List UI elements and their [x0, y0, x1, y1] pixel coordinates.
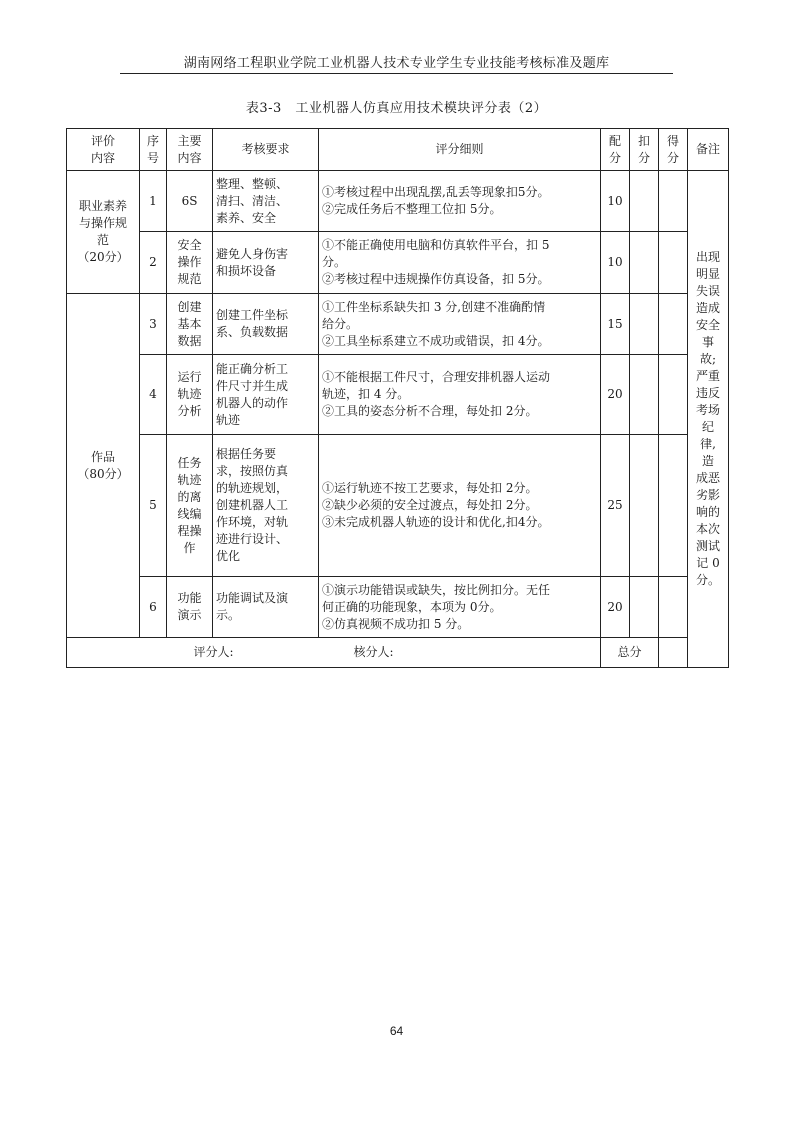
row-deduct	[630, 577, 659, 638]
row-deduct	[630, 171, 659, 232]
col-no-header: 序 号	[140, 129, 167, 171]
row-no: 6	[140, 577, 167, 638]
table-row	[67, 577, 729, 638]
score-table	[66, 128, 729, 668]
row-main: 安全 操作 规范	[167, 232, 213, 294]
row-deduct	[630, 435, 659, 577]
header-row	[67, 129, 729, 171]
group-label-work: 作品 （80分）	[67, 294, 140, 638]
checker-label: 核分人:	[353, 645, 394, 659]
running-header: 湖南网络工程职业学院工业机器人技术专业学生专业技能考核标准及题库	[183, 56, 610, 71]
footer-row	[67, 638, 729, 668]
row-details: ①运行轨迹不按工艺要求，每处扣 2分。 ②缺少必须的安全过渡点，每处扣 2分。 ③未完成机器人轨迹的设计和优化,扣4分。	[319, 435, 601, 577]
total-score-cell	[659, 638, 688, 668]
row-score	[659, 577, 688, 638]
row-requirement: 创建工件坐标 系、负载数据	[213, 294, 319, 355]
header-rule	[120, 73, 673, 74]
row-requirement: 避免人身伤害 和损坏设备	[213, 232, 319, 294]
col-score-header: 得 分	[659, 129, 688, 171]
col-requirement-header: 考核要求	[213, 129, 319, 171]
row-main: 创建 基本 数据	[167, 294, 213, 355]
row-points: 25	[601, 435, 630, 577]
row-points: 10	[601, 232, 630, 294]
row-details: ①工件坐标系缺失扣 3 分,创建不准确酌情 给分。 ②工具坐标系建立不成功或错误，扣 4分。	[319, 294, 601, 355]
col-remark-header: 备注	[688, 129, 729, 171]
col-details-header: 评分细则	[319, 129, 601, 171]
row-no: 4	[140, 355, 167, 435]
row-main: 运行 轨迹 分析	[167, 355, 213, 435]
col-category-header: 评价 内容	[67, 129, 140, 171]
table-row	[67, 171, 729, 232]
row-points: 15	[601, 294, 630, 355]
signature-cell	[67, 638, 601, 668]
row-points: 20	[601, 355, 630, 435]
table-row	[67, 435, 729, 577]
row-requirement: 整理、整顿、 清扫、清洁、 素养、安全	[213, 171, 319, 232]
row-score	[659, 435, 688, 577]
row-requirement: 能正确分析工 件尺寸并生成 机器人的动作 轨迹	[213, 355, 319, 435]
row-details: ①考核过程中出现乱摆,乱丢等现象扣5分。 ②完成任务后不整理工位扣 5分。	[319, 171, 601, 232]
total-label: 总分	[601, 638, 659, 668]
scorer-label: 评分人:	[193, 645, 234, 659]
row-no: 2	[140, 232, 167, 294]
row-deduct	[630, 355, 659, 435]
col-deduct-header: 扣 分	[630, 129, 659, 171]
row-details: ①不能正确使用电脑和仿真软件平台，扣 5 分。 ②考核过程中违规操作仿真设备，扣 5分。	[319, 232, 601, 294]
row-score	[659, 232, 688, 294]
row-points: 10	[601, 171, 630, 232]
row-requirement: 功能调试及演 示。	[213, 577, 319, 638]
row-details: ①不能根据工件尺寸，合理安排机器人运动 轨迹，扣 4 分。 ②工具的姿态分析不合理，每处扣 2分。	[319, 355, 601, 435]
row-deduct	[630, 294, 659, 355]
row-main: 任务 轨迹 的离 线编 程操 作	[167, 435, 213, 577]
row-requirement: 根据任务要 求，按照仿真 的轨迹规划， 创建机器人工 作环境，对轨 迹进行设计、 优化	[213, 435, 319, 577]
row-score	[659, 171, 688, 232]
col-points-header: 配 分	[601, 129, 630, 171]
row-score	[659, 294, 688, 355]
group-label-professional: 职业素养 与操作规 范 （20分）	[67, 171, 140, 294]
row-no: 5	[140, 435, 167, 577]
row-points: 20	[601, 577, 630, 638]
table-row	[67, 294, 729, 355]
col-main-header: 主要 内容	[167, 129, 213, 171]
row-no: 3	[140, 294, 167, 355]
table-row	[67, 232, 729, 294]
row-main: 功能 演示	[167, 577, 213, 638]
row-no: 1	[140, 171, 167, 232]
row-score	[659, 355, 688, 435]
table-row	[67, 355, 729, 435]
row-details: ①演示功能错误或缺失，按比例扣分。无任 何正确的功能现象，本项为 0分。 ②仿真视频不成功扣 5 分。	[319, 577, 601, 638]
table-title: 表3-3 工业机器人仿真应用技术模块评分表（2）	[245, 101, 548, 116]
row-main: 6S	[167, 171, 213, 232]
row-deduct	[630, 232, 659, 294]
remark-cell: 出现 明显 失误 造成 安全 事 故; 严重 违反 考场 纪 律, 造 成恶 劣影 响的 本次 测试 记 0 分。	[688, 171, 729, 668]
page-number: 64	[389, 1024, 404, 1038]
